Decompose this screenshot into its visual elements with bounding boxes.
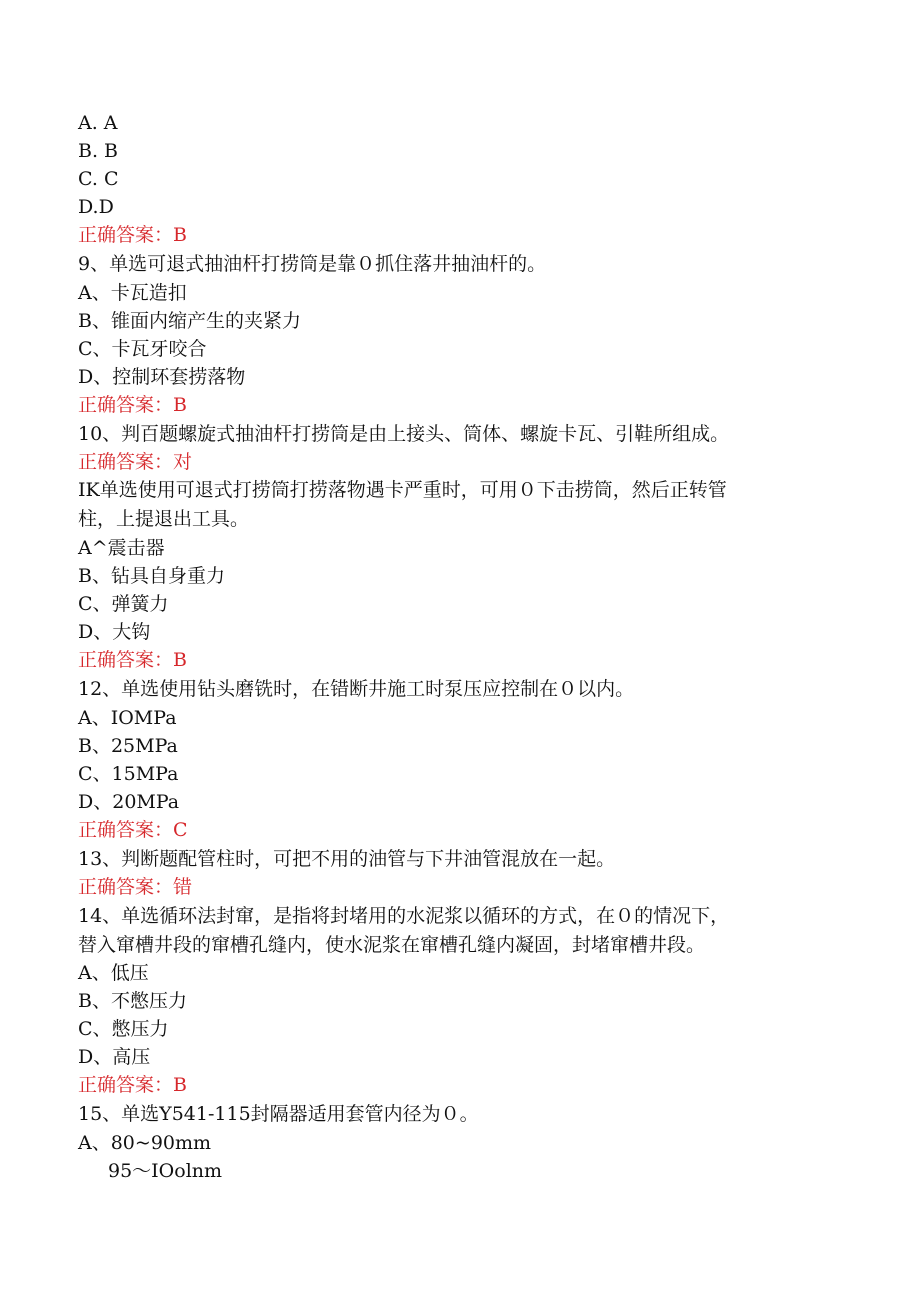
option-line: D.D <box>78 196 114 218</box>
option-line: A、卡瓦造扣 <box>78 282 187 304</box>
question-line: 10、判百题螺旋式抽油杆打捞筒是由上接头、筒体、螺旋卡瓦、引鞋所组成。 <box>78 423 730 445</box>
answer-line: 正确答案：错 <box>78 876 193 898</box>
option-line: B. B <box>78 140 119 162</box>
answer-line: 正确答案：C <box>78 819 188 841</box>
option-line: B、不憋压力 <box>78 990 187 1012</box>
answer-line: 正确答案：B <box>78 649 187 671</box>
option-line: A、IOMPa <box>78 707 177 729</box>
option-line: B、钻具自身重力 <box>78 565 225 587</box>
option-line: A、80~90mm <box>78 1132 212 1154</box>
option-line: D、20MPa <box>78 791 180 813</box>
option-line: D、控制环套捞落物 <box>78 366 246 388</box>
option-line: A、低压 <box>78 962 149 984</box>
option-line: D、高压 <box>78 1046 151 1068</box>
option-line: C、憋压力 <box>78 1018 169 1040</box>
option-line-continued: 95～IOolnm <box>108 1160 223 1182</box>
question-line: 替入窜槽井段的窜槽孔缝内，使水泥浆在窜槽孔缝内凝固，封堵窜槽井段。 <box>78 934 706 956</box>
option-line: B、25MPa <box>78 735 178 757</box>
question-line: 12、单选使用钻头磨铣时，在错断井施工时泵压应控制在０以内。 <box>78 678 635 700</box>
option-line: A^震击器 <box>78 537 165 559</box>
question-line: 14、单选循环法封窜，是指将封堵用的水泥浆以循环的方式，在０的情况下， <box>78 905 730 927</box>
question-line: 9、单选可退式抽油杆打捞筒是靠０抓住落井抽油杆的。 <box>78 253 547 275</box>
question-line: 柱，上提退出工具。 <box>78 508 250 530</box>
answer-line: 正确答案：对 <box>78 451 193 473</box>
option-line: C. C <box>78 168 119 190</box>
option-line: D、大钩 <box>78 621 151 643</box>
option-line: C、卡瓦牙咬合 <box>78 338 207 360</box>
option-line: B、锥面内缩产生的夹紧力 <box>78 310 301 332</box>
option-line: C、15MPa <box>78 763 179 785</box>
option-line: C、弹簧力 <box>78 593 169 615</box>
question-line: 15、单选Y541-115封隔器适用套管内径为０。 <box>78 1103 479 1125</box>
option-line: A. A <box>78 112 118 134</box>
answer-line: 正确答案：B <box>78 394 187 416</box>
question-line: IK单选使用可退式打捞筒打捞落物遇卡严重时，可用０下击捞筒，然后正转管 <box>78 479 727 501</box>
answer-line: 正确答案：B <box>78 224 187 246</box>
answer-line: 正确答案：B <box>78 1074 187 1096</box>
question-line: 13、判断题配管柱时，可把不用的油管与下井油管混放在一起。 <box>78 848 616 870</box>
